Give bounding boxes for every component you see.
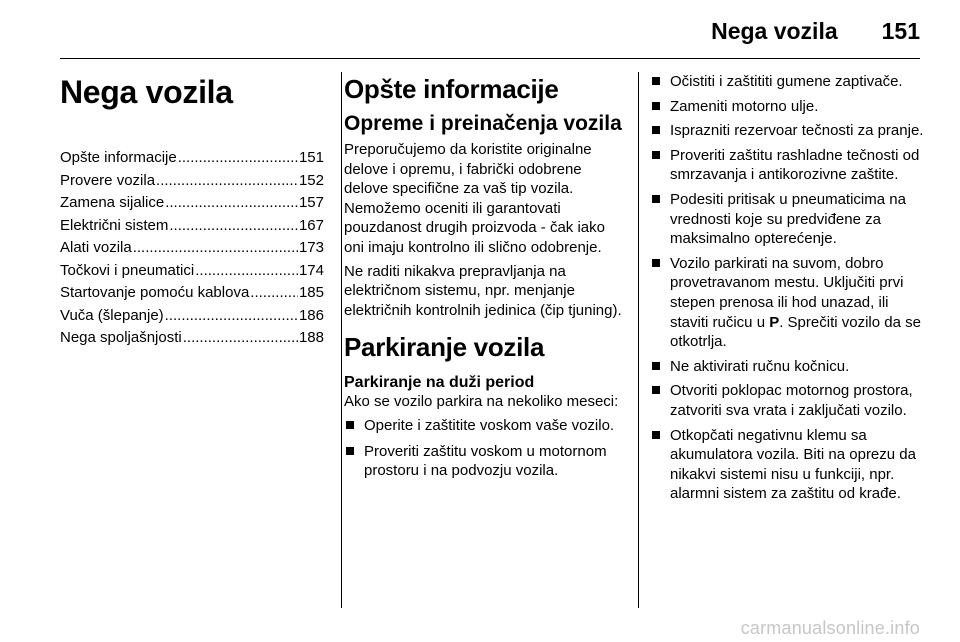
toc-entry [60, 260, 324, 283]
header-rule [60, 58, 920, 59]
bullet-text: Isprazniti rezervoar tečnosti za pranje. [670, 122, 924, 140]
bullet-text: Ne aktivirati ručnu kočnicu. [670, 357, 850, 375]
bullet-square-icon [652, 126, 660, 134]
content-column-1 [344, 72, 626, 487]
toc-leader-dots [195, 260, 298, 283]
bullet-text-part: Vozilo parkirati na suvom, dobro provetravanom mestu. Uključiti prvi stepen prenosa ili hod unazad, ili staviti ručicu u [670, 254, 904, 331]
bullet-item [650, 357, 925, 377]
toc-column [60, 72, 324, 350]
bullet-item [344, 416, 626, 436]
bullet-square-icon [652, 386, 660, 394]
bullet-text: Otvoriti poklopac motornog prostora, zatvoriti sva vrata i zaključati vozilo. [670, 382, 913, 419]
toc-entry [60, 192, 324, 215]
toc-leader-dots [133, 237, 298, 260]
subsection-title-equipment: Opreme i preinačenja vozila [344, 112, 622, 135]
toc-entry [60, 215, 324, 238]
bullet-item [650, 190, 925, 249]
watermark: carmanualsonline.info [740, 618, 920, 638]
toc-entry-title: Vuča (šlepanje) [60, 306, 164, 324]
toc-entry-title: Točkovi i pneumatici [60, 261, 195, 279]
chapter-title: Nega vozila [60, 74, 233, 110]
toc-entry [60, 282, 324, 305]
toc-leader-dots [250, 282, 298, 305]
bullet-text: Proveriti zaštitu voskom u motornom prostoru i na podvozju vozila. [364, 442, 607, 480]
toc-entry-page: 186 [298, 306, 324, 324]
bullet-text: Zameniti motorno ulje. [670, 97, 819, 115]
toc-entry [60, 147, 324, 170]
bullet-square-icon [652, 151, 660, 159]
toc-entry-title: Alati vozila [60, 239, 132, 256]
toc-leader-dots [165, 305, 298, 328]
toc-leader-dots [165, 192, 298, 215]
bullet-item [650, 97, 925, 117]
toc-list [60, 147, 324, 350]
bullet-text: Očistiti i zaštititi gumene zaptivače. [670, 73, 903, 90]
bullet-text: Otkopčati negativnu klemu sa akumulatora vozila. Biti na oprezu da nikakvi sistemi nisu u funkciji, npr. alarmni sistem za zaštitu od krađe. [670, 426, 916, 503]
bullet-square-icon [652, 77, 660, 85]
parking-steps-list-2 [650, 72, 925, 504]
bullet-text-bold: P [769, 313, 780, 331]
bullet-item [650, 254, 925, 352]
page-header [711, 18, 920, 45]
bullet-text: Podesiti pritisak u pneumaticima na vrednosti koje su predviđene za maksimalno opterećenje. [670, 190, 906, 248]
toc-entry-page: 185 [298, 284, 324, 301]
toc-entry-page: 173 [298, 239, 324, 256]
toc-entry-page: 152 [298, 171, 324, 189]
bullet-square-icon [652, 195, 660, 203]
bullet-text-part: . Sprečiti vozilo da se otkotrlja. [670, 313, 921, 351]
bullet-text: Operite i zaštitite voskom vaše vozilo. [364, 416, 615, 434]
toc-leader-dots [169, 215, 298, 238]
bullet-square-icon [652, 362, 660, 370]
toc-entry [60, 327, 324, 350]
toc-leader-dots [183, 327, 298, 350]
toc-entry-title: Provere vozila [60, 171, 156, 189]
bullet-item [650, 426, 925, 504]
content-column-2 [650, 72, 925, 509]
toc-entry-title: Startovanje pomoću kablova [60, 284, 250, 301]
paragraph-original-parts: Preporučujemo da koristite originalne delove i opremu, i fabrički odobrene delove specifične za vaš tip vozila. Nemožemo oceniti ili garantovati pouzdanost drugih proizvoda - čak iako oni imaju kontrolno ili slično odobrenje. [344, 141, 605, 256]
column-divider-2 [638, 72, 639, 608]
bullet-square-icon [346, 447, 354, 455]
subsection-title-long-parking: Parkiranje na duži period [344, 374, 535, 392]
bullet-item [650, 381, 925, 420]
bullet-item [344, 442, 626, 481]
bullet-item [650, 146, 925, 185]
toc-entry-page: 167 [298, 216, 324, 234]
toc-entry-title: Električni sistem [60, 216, 169, 234]
section-title-parking: Parkiranje vozila [344, 332, 545, 363]
toc-entry-title: Nega spoljašnjosti [60, 329, 182, 346]
toc-entry-page: 151 [298, 149, 324, 166]
toc-entry-page: 188 [298, 329, 324, 346]
toc-entry [60, 237, 324, 260]
toc-entry-page: 157 [298, 194, 324, 211]
header-chapter: Nega vozila [711, 18, 838, 44]
bullet-item [650, 72, 925, 92]
paragraph-parking-intro: Ako se vozilo parkira na nekoliko meseci: [344, 393, 619, 411]
paragraph-electrical-modifications: Ne raditi nikakva prepravljanja na električnom sistemu, npr. menjanje električnih kontrolnih jedinica (čip tjuning). [344, 262, 622, 319]
toc-leader-dots [178, 147, 298, 170]
bullet-text: Proveriti zaštitu rashladne tečnosti od smrzavanja i antikorozivne zaštite. [670, 146, 920, 184]
bullet-square-icon [652, 431, 660, 439]
toc-entry [60, 170, 324, 193]
toc-entry-title: Opšte informacije [60, 149, 177, 166]
toc-entry-page: 174 [298, 261, 324, 279]
bullet-item [650, 121, 925, 141]
toc-leader-dots [156, 170, 298, 193]
section-title-general: Opšte informacije [344, 74, 559, 104]
toc-entry [60, 305, 324, 328]
bullet-square-icon [652, 259, 660, 267]
toc-entry-title: Zamena sijalice [60, 194, 165, 211]
bullet-square-icon [346, 421, 354, 429]
bullet-square-icon [652, 102, 660, 110]
header-page-number: 151 [881, 18, 920, 44]
column-divider-1 [341, 72, 342, 608]
parking-steps-list-1 [344, 416, 626, 481]
